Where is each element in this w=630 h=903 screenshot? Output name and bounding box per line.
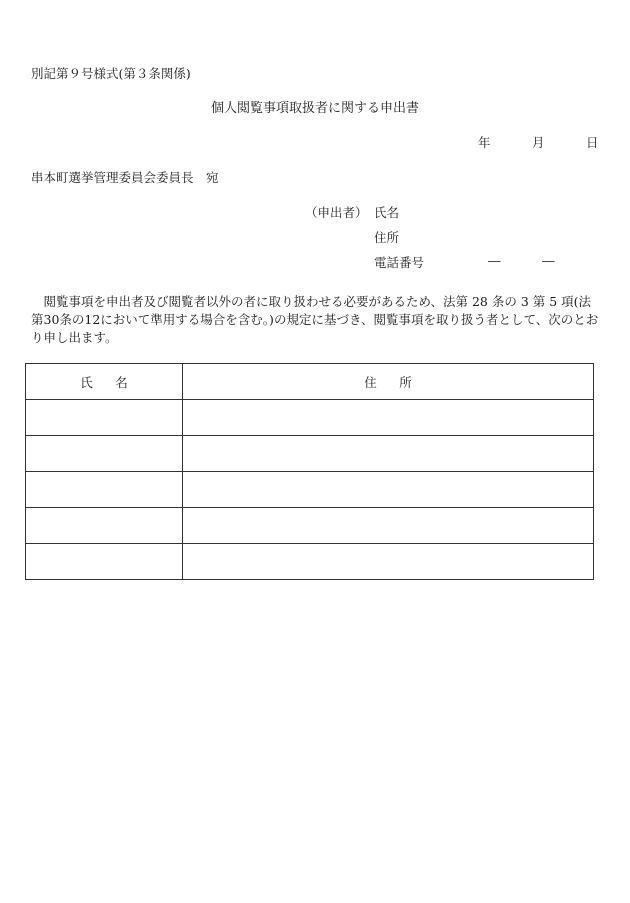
date-month-label: 月 (532, 135, 545, 150)
handler-table (25, 363, 594, 580)
addressee-line: 串本町選挙管理委員会委員長 宛 (31, 170, 219, 185)
table-row (26, 508, 594, 544)
table-row (26, 436, 594, 472)
name-cell[interactable] (26, 508, 183, 544)
address-cell[interactable] (183, 544, 594, 580)
table-row (26, 472, 594, 508)
name-cell[interactable] (26, 544, 183, 580)
column-header-name: 氏名 (26, 364, 183, 400)
table-row (26, 544, 594, 580)
name-cell[interactable] (26, 400, 183, 436)
phone-separator-2: ― (542, 253, 555, 268)
date-day-label: 日 (586, 135, 599, 150)
declaration-paragraph: 閲覧事項を申出者及び閲覧者以外の者に取り扱わせる必要があるため、法第 28 条の 3 第 5 項(法第30条の12において準用する場合を含む。)の規定に基づき、閲覧事項を取り扱う者として、次のとおり申し出ます。 (31, 294, 599, 345)
name-cell[interactable] (26, 436, 183, 472)
column-header-address: 住所 (183, 364, 594, 400)
address-cell[interactable] (183, 472, 594, 508)
applicant-name-label: 氏名 (374, 205, 400, 220)
address-cell[interactable] (183, 436, 594, 472)
address-cell[interactable] (183, 508, 594, 544)
form-number-label: 別記第９号様式(第３条関係) (31, 66, 191, 81)
applicant-address-label: 住所 (374, 230, 400, 245)
applicant-tag: （申出者） (305, 205, 368, 220)
table-row (26, 400, 594, 436)
table-header-row (26, 364, 594, 400)
date-year-label: 年 (478, 135, 491, 150)
name-cell[interactable] (26, 472, 183, 508)
address-cell[interactable] (183, 400, 594, 436)
applicant-phone-label: 電話番号 (374, 255, 425, 270)
phone-separator-1: ― (488, 253, 501, 268)
document-title: 個人閲覧事項取扱者に関する申出書 (210, 101, 419, 116)
